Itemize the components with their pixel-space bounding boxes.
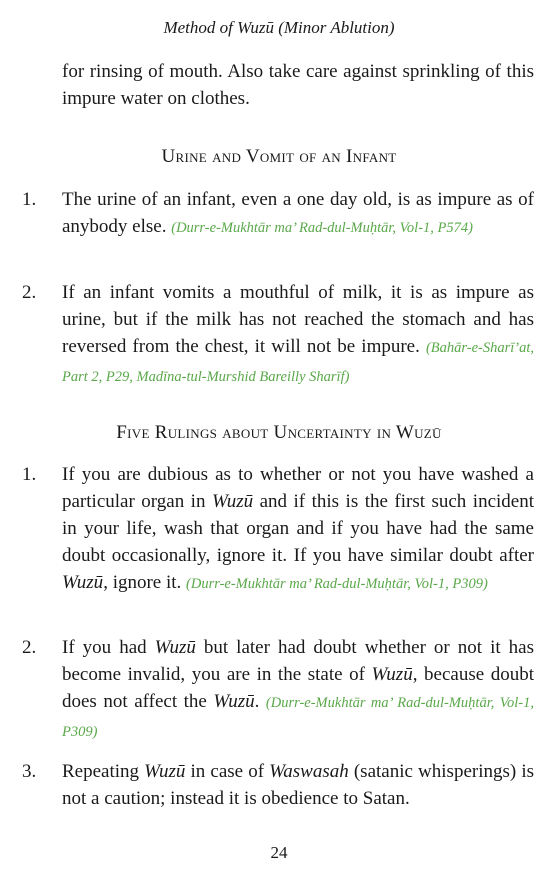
term-wuzu: Wuzū — [213, 691, 255, 712]
ruling-text: (satanic whisperings) is not a caution; instead it is obedience to Satan. — [62, 761, 535, 809]
section-heading-uncertainty: Five Rulings about Uncertainty in Wuzū — [116, 422, 442, 443]
intro-paragraph: for rinsing of mouth. Also take care against sprinkling of this impure water on clothes. — [62, 61, 534, 109]
list-number: 1. — [22, 189, 37, 210]
list-text — [62, 279, 534, 391]
ruling-text: . — [254, 691, 266, 712]
running-header: Method of Wuzū (Minor Ablution) — [163, 18, 395, 37]
ruling-text: , ignore it. — [103, 572, 187, 593]
term-wuzu: Wuzū — [211, 491, 254, 512]
ruling-text: If an infant vomits a mouthful of milk, it is as impure as urine, but if the milk has not reached the stomach and has reversed from the chest, it will not be impure. — [62, 282, 534, 357]
term-wuzu: Wuzū — [62, 572, 104, 593]
reference-citation: (Durr-e-Mukhtār ma’ Rad-dul-Muḥtār, Vol-1, P309) — [186, 576, 488, 592]
term-wuzu: Wuzū — [154, 637, 196, 658]
list-text — [62, 186, 534, 242]
list-text — [62, 461, 534, 598]
list-number: 2. — [22, 282, 37, 303]
ruling-text: Repeating — [62, 761, 145, 782]
list-item — [22, 186, 534, 242]
reference-citation: (Durr-e-Mukhtār ma’ Rad-dul-Muḥtār, Vol-1, P574) — [171, 220, 473, 236]
ruling-text: and if this is the first such incident in your life, wash that organ and if you have had the same doubt occasionally, ignore it. If you have similar doubt after — [62, 491, 534, 566]
term-wuzu: Wuzū — [144, 761, 186, 782]
reference-citation: (Durr-e-Mukhtār ma’ Rad-dul-Muḥtār, Vol-1, P309) — [62, 695, 535, 740]
section-heading-infant: Urine and Vomit of an Infant — [161, 146, 397, 167]
list-text — [62, 758, 534, 812]
page-number: 24 — [270, 843, 288, 862]
ruling-text: in case of — [185, 761, 270, 782]
list-item — [22, 279, 534, 391]
term-waswasah: Waswasah — [269, 761, 349, 782]
list-item — [22, 461, 534, 598]
ruling-text: If you had — [62, 637, 155, 658]
ruling-text: If you are dubious as to whether or not you have washed a particular organ in — [62, 464, 534, 512]
list-number: 3. — [22, 761, 37, 782]
list-item — [22, 758, 534, 812]
list-item — [22, 634, 534, 746]
term-wuzu: Wuzū — [371, 664, 413, 685]
ruling-text: but later had doubt whether or not it has become invalid, you are in the state of — [62, 637, 534, 685]
list-number: 2. — [22, 637, 37, 658]
list-text — [62, 634, 534, 746]
ruling-text: , because doubt does not affect the — [62, 664, 535, 712]
ruling-text: The urine of an infant, even a one day old, is as impure as of anybody else. — [62, 189, 534, 237]
reference-citation: (Bahār-e-Sharī’at, Part 2, P29, Madīna-tul-Murshid Bareilly Sharīf) — [62, 340, 534, 385]
list-number: 1. — [22, 464, 37, 485]
